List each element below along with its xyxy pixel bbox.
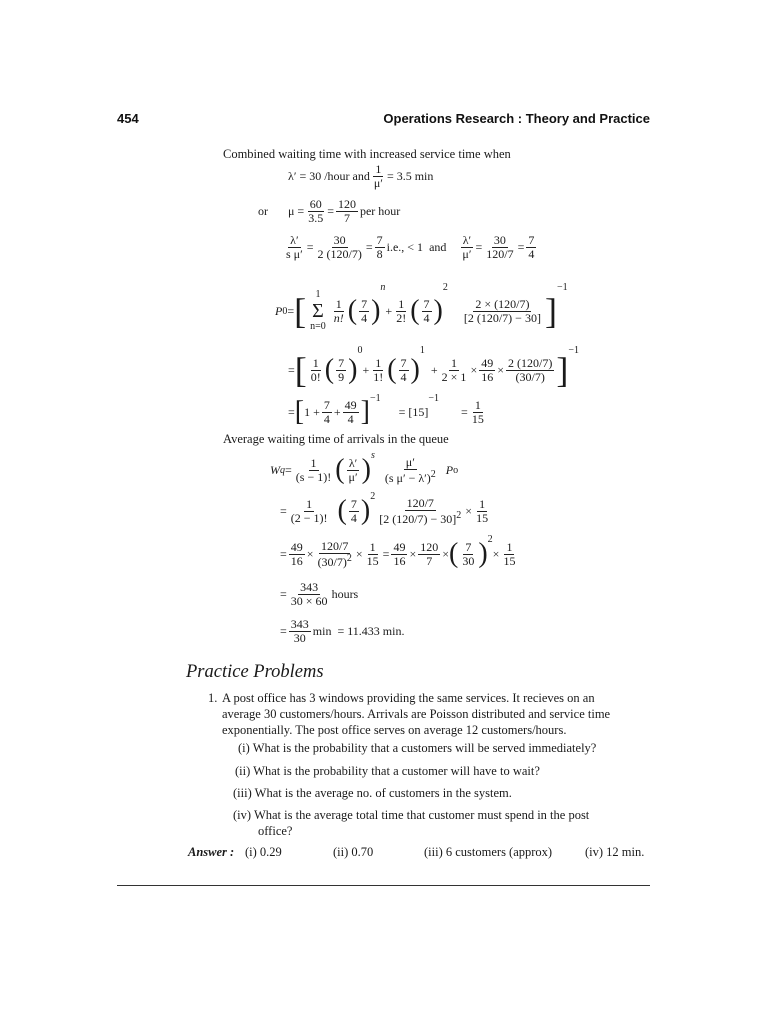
equals: = (288, 404, 295, 419)
equals: = (280, 586, 287, 601)
numerator: 1 (398, 296, 405, 311)
times: × (442, 546, 450, 561)
p0-step2 (288, 345, 579, 395)
fraction (399, 357, 409, 383)
fraction (391, 541, 407, 567)
paren-open: ( (449, 538, 459, 569)
per-hour: per hour (359, 203, 401, 218)
fraction (506, 357, 554, 383)
denominator: μ′ (373, 175, 383, 190)
plus: + (333, 404, 341, 419)
question-3: (iii) What is the average no. of customers in the system. (233, 786, 512, 800)
numerator: 343 (290, 616, 309, 631)
equals: = (280, 623, 287, 638)
fraction (440, 357, 469, 383)
numerator: μ′ (405, 454, 415, 469)
denominator: [2 (120/7) − 30] (379, 511, 457, 526)
denominator: 0! (310, 369, 321, 384)
numerator: λ′ (290, 233, 299, 247)
subscript: o (453, 464, 459, 476)
fraction (460, 234, 473, 260)
equals: = (382, 546, 390, 561)
left-bracket: [ (294, 291, 307, 331)
numerator: 7 (423, 296, 430, 311)
numerator: 7 (361, 296, 368, 311)
equals: = (280, 546, 287, 561)
fraction (289, 498, 330, 524)
paren-open: ( (337, 495, 347, 526)
numerator: 49 (481, 355, 494, 370)
paren-close: ) (360, 495, 371, 526)
equals: = (288, 362, 295, 377)
mu-eq: μ = (288, 203, 305, 218)
wq-label: W (270, 462, 280, 477)
numerator: 1 (310, 455, 317, 470)
paren-close: ) (410, 354, 420, 385)
exponent: 2 (346, 552, 352, 564)
wq-step3 (280, 534, 519, 574)
ratio-line (282, 234, 538, 260)
question-2: (ii) What is the probability that a customer will have to wait? (235, 764, 540, 778)
exponent: −1 (568, 345, 579, 356)
denominator: 7 (343, 210, 350, 225)
subscript: 0 (282, 305, 288, 317)
denominator: 15 (476, 510, 489, 525)
wq-step4 (280, 576, 358, 612)
denominator: 4 (400, 369, 407, 384)
exponent: −1 (556, 282, 568, 293)
plus: + (362, 362, 370, 377)
numerator: 7 (465, 539, 472, 554)
exponent: 2 (442, 282, 448, 293)
denominator: 8 (376, 246, 383, 261)
denominator: s μ′ (286, 246, 303, 261)
answer-label: Answer : (188, 845, 235, 859)
wq-formula (270, 450, 458, 490)
right-bracket: ] (544, 291, 557, 331)
fraction (484, 234, 515, 260)
final-result: = 11.433 min. (337, 623, 405, 638)
sum-lower: n=0 (310, 320, 326, 332)
one-plus: 1 + (304, 404, 320, 419)
left-bracket: [ (294, 350, 307, 390)
equals: = (306, 239, 314, 254)
numerator: 1 (375, 355, 382, 370)
denominator: 30 (462, 553, 475, 568)
fraction (474, 498, 490, 524)
denominator: 16 (290, 553, 303, 568)
numerator: 49 (290, 539, 303, 554)
p-label: P (445, 462, 454, 477)
exponent: −1 (428, 393, 440, 404)
paren-close: ) (433, 295, 443, 326)
denominator: n! (333, 310, 344, 325)
denominator: (2 − 1)! (290, 510, 328, 525)
fraction (316, 234, 364, 260)
denominator: 2! (396, 310, 407, 325)
paren-close: ) (361, 454, 371, 485)
fraction (462, 298, 543, 324)
equals: = (280, 503, 287, 518)
numerator: 1 (375, 162, 382, 176)
numerator: 7 (323, 397, 330, 412)
question-4b: office? (258, 824, 293, 838)
equals: = (285, 462, 292, 477)
paren-close: ) (478, 538, 488, 569)
lambda-text: λ′ = 30 /hour and (288, 168, 370, 183)
numerator: λ′ (348, 455, 358, 470)
denominator: 3.5 (308, 210, 324, 225)
paren-open: ( (324, 354, 335, 385)
numerator: 343 (300, 579, 319, 594)
numerator: 7 (528, 233, 535, 247)
fraction (394, 298, 408, 324)
fraction (284, 234, 305, 260)
fraction (343, 399, 359, 425)
numerator: 1 (506, 539, 513, 554)
numerator: 7 (376, 233, 383, 247)
book-title: Operations Research : Theory and Practice (383, 111, 650, 126)
service-time: = 3.5 min (386, 168, 434, 183)
denominator: (s − 1)! (295, 469, 332, 484)
denominator: 4 (350, 510, 357, 525)
denominator: 2 (120/7) (317, 246, 362, 261)
subscript: q (280, 464, 285, 476)
answer-2: (ii) 0.70 (333, 845, 374, 859)
fraction (289, 581, 330, 607)
numerator: 120 (337, 197, 356, 211)
numerator: 2 × (120/7) (475, 296, 530, 311)
numerator: 120/7 (406, 495, 434, 510)
wq-intro: Average waiting time of arrivals in the queue (223, 432, 449, 446)
numerator: λ′ (462, 233, 472, 247)
problem-line-3: exponentially. The post office serves on average 12 customers/hours. (222, 723, 567, 737)
times: × (497, 362, 504, 377)
exponent: 0 (357, 345, 363, 356)
denominator: 4 (423, 310, 430, 325)
times: × (409, 546, 417, 561)
mu-line (258, 198, 400, 224)
denominator: 4 (347, 411, 354, 426)
exponent: −1 (370, 393, 381, 404)
answer-1: (i) 0.29 (245, 845, 282, 859)
equals: = (517, 239, 525, 254)
fraction (372, 163, 385, 189)
numerator: 30 (493, 233, 506, 247)
fraction (289, 618, 311, 644)
min-unit: min (312, 623, 332, 638)
fraction (460, 541, 476, 567)
equals: = (475, 239, 483, 254)
sum-sigma (308, 290, 328, 332)
or-label: or (258, 203, 268, 218)
p0-label: P (275, 303, 283, 318)
numerator: 1 (335, 296, 342, 311)
fraction (349, 498, 359, 524)
denominator: 16 (481, 369, 494, 384)
numerator: 1 (369, 539, 376, 554)
denominator: 15 (503, 553, 516, 568)
denominator: 9 (338, 369, 345, 384)
denominator: μ′ (348, 469, 358, 484)
denominator: 16 (393, 553, 406, 568)
fraction (422, 298, 432, 324)
lambda-mu-line (288, 163, 433, 189)
equals: = (365, 239, 373, 254)
denominator: 15 (366, 553, 379, 568)
answer-3: (iii) 6 customers (approx) (424, 845, 553, 859)
paren-open: ( (335, 454, 345, 485)
fraction (526, 234, 536, 260)
fraction (470, 399, 486, 425)
problem-line-2: average 30 customers/hours. Arrivals are Poisson distributed and service time (222, 707, 611, 721)
numerator: 7 (338, 355, 345, 370)
right-bracket: ] (360, 396, 370, 427)
wq-step2 (280, 491, 492, 531)
denominator: 4 (361, 310, 368, 325)
fraction (365, 541, 381, 567)
intro-line: Combined waiting time with increased service time when (223, 147, 511, 161)
times: × (470, 362, 478, 377)
sigma-symbol: Σ (312, 299, 324, 322)
denominator: 120/7 (486, 246, 514, 261)
exponent: 2 (456, 509, 462, 521)
denominator: 7 (426, 553, 433, 568)
numerator: 60 (309, 197, 322, 211)
paren-open: ( (347, 295, 358, 326)
denominator: 15 (471, 411, 484, 426)
p0-step3 (288, 393, 488, 431)
ie-text: i.e., < 1 (386, 239, 424, 254)
numerator: 7 (400, 355, 407, 370)
problem-number: 1. (208, 691, 218, 705)
denominator: (s μ′ − λ′) (384, 470, 431, 485)
paren-close: ) (371, 295, 381, 326)
fraction (322, 399, 332, 425)
denominator: 4 (323, 411, 330, 426)
times: × (355, 546, 363, 561)
times: × (492, 546, 500, 561)
paren-open: ( (387, 354, 397, 385)
paren-open: ( (410, 295, 420, 326)
fraction (347, 457, 360, 483)
numerator: 30 (333, 233, 346, 247)
exponent: 2 (430, 468, 436, 480)
wq-step5 (280, 613, 404, 649)
exponent: 1 (419, 345, 425, 356)
hours-unit: hours (331, 586, 359, 601)
question-4a: (iv) What is the average total time that customer must spend in the post (233, 808, 590, 822)
fraction (316, 540, 354, 568)
numerator: 1 (306, 496, 313, 511)
denominator: (30/7) (317, 554, 347, 569)
answer-4: (iv) 12 min. (585, 845, 645, 859)
fraction (359, 298, 369, 324)
practice-heading: Practice Problems (186, 662, 324, 682)
page-number: 454 (117, 111, 139, 126)
denominator: μ′ (462, 246, 472, 261)
question-1: (i) What is the probability that a customers will be served immediately? (238, 741, 597, 755)
numerator: 49 (393, 539, 406, 554)
denominator: [2 (120/7) − 30] (463, 310, 541, 325)
exponent: 2 (370, 491, 376, 502)
fraction (501, 541, 517, 567)
numerator: 49 (344, 397, 357, 412)
fifteen-inverse: = [15] (398, 404, 429, 419)
numerator: 1 (474, 397, 481, 412)
right-bracket: ] (556, 350, 569, 390)
fraction (306, 198, 325, 224)
plus: + (430, 362, 438, 377)
sum-upper: 1 (315, 289, 321, 300)
numerator: 1 (451, 355, 458, 370)
fraction (336, 357, 346, 383)
fraction (371, 357, 385, 383)
equals: = (287, 303, 295, 318)
fraction (336, 198, 358, 224)
numerator: 2 (120/7) (508, 355, 553, 370)
fraction (375, 234, 385, 260)
fraction (289, 541, 305, 567)
fraction (309, 357, 323, 383)
fraction (479, 357, 495, 383)
fraction (383, 456, 438, 484)
denominator: 4 (528, 246, 535, 261)
fraction (294, 457, 333, 483)
numerator: 120/7 (321, 538, 349, 553)
fraction (377, 497, 463, 525)
denominator: 2 × 1 (441, 369, 467, 384)
numerator: 1 (312, 355, 319, 370)
fraction (418, 541, 440, 567)
numerator: 1 (479, 496, 486, 511)
paren-close: ) (348, 354, 358, 385)
times: × (306, 546, 314, 561)
times: × (465, 503, 473, 518)
exponent: 2 (487, 534, 493, 545)
denominator: 30 × 60 (290, 593, 328, 608)
exponent: n (380, 282, 386, 293)
numerator: 7 (350, 496, 357, 511)
numerator: 120 (420, 539, 439, 554)
fraction (332, 298, 346, 324)
equals: = (327, 203, 334, 218)
plus: + (385, 303, 393, 318)
left-bracket: [ (294, 396, 305, 427)
denominator: (30/7) (515, 369, 545, 384)
denominator: 1! (373, 369, 384, 384)
bottom-rule (117, 885, 650, 886)
p0-formula (275, 282, 568, 340)
problem-line-1: A post office has 3 windows providing the same services. It recieves on an (222, 691, 595, 705)
exponent: s (370, 450, 375, 461)
denominator: 30 (293, 630, 306, 645)
and-text: and (429, 239, 447, 254)
equals: = (461, 404, 468, 419)
